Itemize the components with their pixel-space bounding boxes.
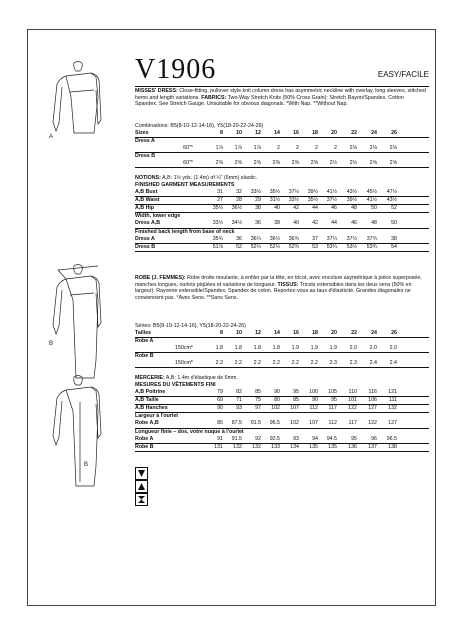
table-cell: 82	[236, 389, 242, 396]
table-cell: 53½	[346, 243, 357, 250]
hourglass-icon	[136, 494, 147, 505]
measurement-row	[135, 220, 429, 228]
dress-b-drawing-front	[53, 265, 101, 379]
fr-fabrics-label: TISSUS:	[277, 281, 299, 288]
en-yardage-table	[135, 130, 429, 168]
yardage-row	[135, 160, 429, 168]
table-cell: 2.2	[272, 360, 280, 367]
table-cell: 42	[293, 205, 299, 212]
table-cell: 2.2	[291, 360, 299, 367]
table-cell: 2⅛	[389, 145, 397, 152]
triangle-up-icon	[136, 481, 147, 492]
table-cell: 94	[312, 435, 318, 442]
measurement-row	[135, 436, 429, 444]
triangle-down-symbol	[135, 467, 148, 480]
pattern-back-page	[27, 29, 436, 606]
table-cell: 2.3	[329, 360, 337, 367]
fabric-width: 150cm*	[175, 345, 193, 352]
table-cell: 133	[271, 443, 280, 450]
table-cell: 2	[334, 145, 337, 152]
table-cell: 96.5	[269, 420, 280, 427]
table-cell: 38	[274, 220, 280, 227]
table-cell: 37	[312, 235, 318, 242]
table-cell: 101	[348, 397, 357, 404]
table-cell: 35½	[269, 189, 280, 196]
table-cell: 51⅞	[212, 243, 223, 250]
table-cell: 37¾	[366, 235, 377, 242]
table-cell: 24	[371, 330, 377, 336]
fabric-width: 60"*	[183, 160, 193, 167]
table-cell: 16	[293, 130, 299, 136]
table-cell: 46	[331, 205, 337, 212]
table-cell: 8	[220, 130, 223, 136]
table-cell: 31½	[269, 197, 280, 204]
fr-combinations: Séries: B5(8-10-12-14-16), Y5(18-20-22-24-26)	[135, 323, 246, 329]
table-cell: 1.9	[310, 345, 318, 352]
table-cell: 1⅞	[234, 145, 242, 152]
table-cell: 91	[217, 435, 223, 442]
en-description-title: MISSES' DRESS:	[135, 88, 178, 94]
row-label: A,B Taille	[135, 397, 159, 404]
table-cell: 102	[271, 405, 280, 412]
fr-finished-measurements	[135, 382, 429, 452]
table-cell: 32	[236, 189, 242, 196]
row-label: Robe B	[135, 353, 154, 360]
table-cell: 20	[331, 130, 337, 136]
row-label: A,B Hip	[135, 205, 155, 212]
fr-description-title: ROBE (J. FEMMES):	[135, 275, 186, 281]
table-cell: 93	[293, 435, 299, 442]
table-cell: 10	[236, 130, 242, 136]
table-cell: 34½	[231, 220, 242, 227]
table-cell: 75	[255, 397, 261, 404]
row-label: MESURES DU VÊTEMENTS FINI	[135, 382, 216, 388]
fr-notions-text: A,B: 1.4m d'élastique de 6mm.	[165, 375, 238, 381]
table-cell: 12	[255, 130, 261, 136]
table-cell: 90	[312, 397, 318, 404]
table-cell: 14	[274, 330, 280, 336]
row-label: Robe A,B	[135, 420, 159, 427]
table-cell: 50	[371, 205, 377, 212]
table-cell: 36½	[269, 235, 280, 242]
table-cell: 36¾	[288, 235, 299, 242]
table-cell: 71	[236, 397, 242, 404]
table-cell: 33½	[288, 197, 299, 204]
table-cell: 2⅜	[272, 160, 280, 167]
table-cell: 37½	[288, 189, 299, 196]
table-cell: 40	[274, 205, 280, 212]
view-label-row	[135, 138, 429, 145]
table-cell: 52	[236, 243, 242, 250]
row-label: Dress A,B	[135, 220, 161, 227]
row-label: Longueur finie – dos, votre nuque à l'ourlet	[135, 428, 244, 435]
pattern-number: V1906	[135, 54, 217, 85]
table-cell: 2⅜	[310, 160, 318, 167]
table-cell: 112	[309, 405, 318, 412]
triangle-down-icon	[136, 468, 147, 479]
table-cell: 40	[293, 220, 299, 227]
section-title	[135, 213, 429, 220]
en-combinations: Combinations: B5(8-10-12-14-16), Y5(18-20-22-24-26)	[135, 123, 264, 129]
yardage-row	[135, 345, 429, 353]
measurement-row	[135, 197, 429, 205]
table-cell: 102	[290, 420, 299, 427]
table-cell: 93	[236, 405, 242, 412]
table-cell: 26	[391, 130, 397, 136]
table-cell: 38	[255, 205, 261, 212]
row-label: Dress A	[135, 138, 155, 145]
row-label: FINISHED GARMENT MEASUREMENTS	[135, 182, 235, 188]
table-cell: 95	[293, 389, 299, 396]
table-cell: 46	[351, 220, 357, 227]
table-cell: 27	[217, 197, 223, 204]
table-cell: 2⅜	[253, 160, 261, 167]
table-cell: 29	[255, 197, 261, 204]
fr-description-body: Robe droite moulante, à enfiler par la tête, en tricot, avec encolure asymétrique à pièce superposée, manches longues, ourlets piqûées et variations de longueur.	[135, 275, 422, 288]
table-cell: 80	[274, 397, 280, 404]
table-cell: 35¾	[212, 235, 223, 242]
dress-line-drawings	[28, 30, 132, 605]
table-cell: 2⅜	[234, 160, 242, 167]
table-cell: 132	[252, 443, 261, 450]
table-cell: 24	[371, 130, 377, 136]
table-cell: 91.5	[250, 420, 261, 427]
table-cell: 96.5	[386, 435, 397, 442]
table-cell: 117	[328, 405, 337, 412]
measurement-row	[135, 236, 429, 244]
en-description	[135, 88, 427, 108]
divider	[135, 86, 429, 87]
table-cell: 134	[290, 443, 299, 450]
fr-yardage-table	[135, 330, 429, 368]
table-cell: 37½	[326, 197, 337, 204]
row-label: Tailles	[135, 330, 152, 336]
row-label: Dress B	[135, 243, 156, 250]
fr-notions	[135, 375, 427, 382]
fabric-width: 60"*	[183, 145, 193, 152]
table-cell: 1.8	[234, 345, 242, 352]
table-cell: 2.0	[389, 345, 397, 352]
en-description-body: Close-fitting, pullover style knit column dress has asymmetric neckline with overlay, long sleeves, stitched hems and length variations.	[135, 88, 426, 101]
en-notions-label: NOTIONS:	[135, 175, 161, 181]
row-label: Robe B	[135, 443, 154, 450]
row-label: Robe A	[135, 338, 154, 345]
row-label: Dress B	[135, 153, 156, 160]
table-cell: 52¾	[288, 243, 299, 250]
yardage-row	[135, 360, 429, 368]
table-cell: 2⅝	[369, 160, 377, 167]
fr-fabrics-text: Tricots extensibles dans les deux sens (50% en largeur): Rayonne extensible/Spandex, Spandex de coton. Reportez-vous au taux d'élasticité. Grandes diagonales ne conviennent pas. *Avec Sens. **Sans Sens.	[135, 281, 412, 301]
table-cell: 2⅛	[349, 145, 357, 152]
table-cell: 2.0	[369, 345, 377, 352]
section-title	[135, 229, 429, 236]
en-fabrics-label: FABRICS:	[201, 94, 227, 101]
table-cell: 90	[274, 389, 280, 396]
table-cell: 95	[351, 435, 357, 442]
measurement-row	[135, 405, 429, 413]
table-cell: 122	[348, 405, 357, 412]
table-cell: 2.2	[310, 360, 318, 367]
table-cell: 16	[293, 330, 299, 336]
pattern-info	[135, 30, 433, 605]
table-cell: 117	[348, 420, 357, 427]
row-label: Sizes	[135, 130, 149, 136]
table-cell: 22	[351, 330, 357, 336]
section-title	[135, 413, 429, 420]
table-cell: 39½	[346, 197, 357, 204]
table-cell: 2½	[329, 160, 337, 167]
table-cell: 2⅜	[215, 160, 223, 167]
table-cell: 90	[217, 405, 223, 412]
section-title	[135, 382, 429, 389]
table-cell: 105	[328, 389, 337, 396]
dress-b-drawing-back	[53, 376, 101, 487]
view-label-row	[135, 153, 429, 160]
table-cell: 54	[391, 243, 397, 250]
table-cell: 85	[217, 420, 223, 427]
table-cell: 138	[388, 443, 397, 450]
table-cell: 2⅝	[389, 160, 397, 167]
table-cell: 48	[371, 220, 377, 227]
measurement-row	[135, 205, 429, 213]
table-cell: 107	[309, 420, 318, 427]
table-cell: 2	[315, 145, 318, 152]
table-cell: 137	[368, 443, 377, 450]
table-cell: 112	[328, 420, 337, 427]
table-cell: 38	[391, 235, 397, 242]
table-cell: 20	[331, 330, 337, 336]
table-cell: 2.4	[369, 360, 377, 367]
table-cell: 53	[312, 243, 318, 250]
table-cell: 94.5	[326, 435, 337, 442]
table-cell: 45½	[366, 189, 377, 196]
table-cell: 2.2	[215, 360, 223, 367]
measurement-row	[135, 420, 429, 428]
table-cell: 42	[312, 220, 318, 227]
row-label: Finished back length from base of neck	[135, 228, 235, 235]
table-cell: 92	[255, 435, 261, 442]
row-label: A,B Poitrine	[135, 389, 166, 396]
size-header-row	[135, 330, 429, 338]
table-cell: 92.5	[269, 435, 280, 442]
size-header-row	[135, 130, 429, 138]
fabric-width: 150cm*	[175, 360, 193, 367]
table-cell: 2⅛	[369, 145, 377, 152]
table-cell: 1.8	[253, 345, 261, 352]
table-cell: 41½	[366, 197, 377, 204]
table-cell: 2.0	[349, 345, 357, 352]
table-cell: 48	[351, 205, 357, 212]
table-cell: 36	[236, 235, 242, 242]
table-cell: 53¼	[326, 243, 337, 250]
table-cell: 53¾	[366, 243, 377, 250]
table-cell: 33½	[212, 220, 223, 227]
table-cell: 39½	[307, 189, 318, 196]
view-label-row	[135, 338, 429, 345]
table-cell: 1.8	[215, 345, 223, 352]
table-cell: 31	[217, 189, 223, 196]
table-cell: 91.5	[231, 435, 242, 442]
section-title	[135, 182, 429, 189]
measurement-row	[135, 389, 429, 397]
triangle-up-symbol	[135, 480, 148, 493]
table-cell: 1⅞	[253, 145, 261, 152]
table-cell: 35½	[307, 197, 318, 204]
table-cell: 69	[217, 397, 223, 404]
table-cell: 50	[391, 220, 397, 227]
table-cell: 110	[348, 389, 357, 396]
hourglass-symbol	[135, 493, 148, 506]
table-cell: 43½	[386, 197, 397, 204]
en-fabrics-text: Two-Way Stretch Knits (50% Cross Grain): Stretch Rayon/Spandex, Cotton Spandex. See Stretch Gauge. Unsuitable for obvious diagonals. *With Nap. **Without Nap.	[135, 94, 404, 108]
table-cell: 10	[236, 330, 242, 336]
table-cell: 2½	[349, 160, 357, 167]
table-cell: 36¼	[250, 235, 261, 242]
table-cell: 18	[312, 330, 318, 336]
table-cell: 1.8	[272, 345, 280, 352]
view-illustrations	[28, 30, 132, 605]
table-cell: 2.3	[349, 360, 357, 367]
table-cell: 121	[388, 389, 397, 396]
table-cell: 132	[233, 443, 242, 450]
table-cell: 1.9	[291, 345, 299, 352]
view-label: B	[49, 341, 54, 347]
table-cell: 41½	[326, 189, 337, 196]
table-cell: 100	[309, 389, 318, 396]
table-cell: 12	[255, 330, 261, 336]
row-label: Width, lower edge	[135, 213, 181, 220]
row-label: A,B Waist	[135, 197, 160, 204]
table-cell: 2.2	[253, 360, 261, 367]
table-cell: 85	[293, 397, 299, 404]
table-cell: 2	[296, 145, 299, 152]
table-cell: 18	[312, 130, 318, 136]
section-title	[135, 429, 429, 436]
table-cell: 44	[331, 220, 337, 227]
fr-notions-label: MERCERIE:	[135, 375, 165, 381]
table-cell: 96	[371, 435, 377, 442]
table-cell: 52	[391, 205, 397, 212]
measurement-row	[135, 189, 429, 197]
table-cell: 127	[388, 420, 397, 427]
measurement-row	[135, 444, 429, 452]
table-cell: 8	[220, 330, 223, 336]
table-cell: 135	[309, 443, 318, 450]
table-cell: 33½	[250, 189, 261, 196]
difficulty-label: EASY/FACILE	[377, 70, 429, 79]
row-label: A,B Hanches	[135, 405, 168, 412]
table-cell: 2⅜	[291, 160, 299, 167]
table-cell: 35½	[212, 205, 223, 212]
measurement-row	[135, 244, 429, 252]
table-cell: 111	[388, 397, 397, 404]
table-cell: 97	[255, 405, 261, 412]
dress-a-drawing	[53, 62, 101, 134]
table-cell: 127	[368, 405, 377, 412]
table-cell: 52¼	[250, 243, 261, 250]
fr-description	[135, 275, 427, 301]
table-cell: 131	[214, 443, 223, 450]
table-cell: 1.9	[329, 345, 337, 352]
table-cell: 107	[290, 405, 299, 412]
table-cell: 1⅞	[215, 145, 223, 152]
table-cell: 95	[331, 397, 337, 404]
table-cell: 37¼	[326, 235, 337, 242]
table-cell: 26	[391, 330, 397, 336]
en-notions	[135, 175, 427, 182]
en-notions-text: A,B: 1½ yds. (1.4m) of ¼" (6mm) elastic.	[162, 175, 258, 181]
table-cell: 79	[217, 389, 223, 396]
table-cell: 85	[255, 389, 261, 396]
table-cell: 87.5	[231, 420, 242, 427]
table-cell: 28	[236, 197, 242, 204]
row-label: A,B Bust	[135, 189, 158, 196]
table-cell: 52½	[269, 243, 280, 250]
table-cell: 2.2	[234, 360, 242, 367]
row-label: Largeur à l'ourlet	[135, 413, 179, 420]
measurement-row	[135, 397, 429, 405]
table-cell: 14	[274, 130, 280, 136]
table-cell: 136	[348, 443, 357, 450]
table-cell: 36½	[231, 205, 242, 212]
table-cell: 122	[368, 420, 377, 427]
table-cell: 37½	[346, 235, 357, 242]
table-cell: 116	[368, 389, 377, 396]
table-cell: 36	[255, 220, 261, 227]
yardage-row	[135, 145, 429, 153]
table-cell: 132	[388, 405, 397, 412]
view-label: B	[84, 462, 89, 468]
table-cell: 47½	[386, 189, 397, 196]
view-label: A	[49, 134, 54, 140]
table-cell: 2	[277, 145, 280, 152]
table-cell: 43½	[346, 189, 357, 196]
en-finished-measurements	[135, 182, 429, 252]
table-cell: 22	[351, 130, 357, 136]
row-label: Dress A	[135, 235, 155, 242]
table-cell: 135	[328, 443, 337, 450]
view-label-row	[135, 353, 429, 360]
table-cell: 106	[368, 397, 377, 404]
table-cell: 44	[312, 205, 318, 212]
row-label: Robe A	[135, 435, 154, 442]
table-cell: 2.4	[389, 360, 397, 367]
